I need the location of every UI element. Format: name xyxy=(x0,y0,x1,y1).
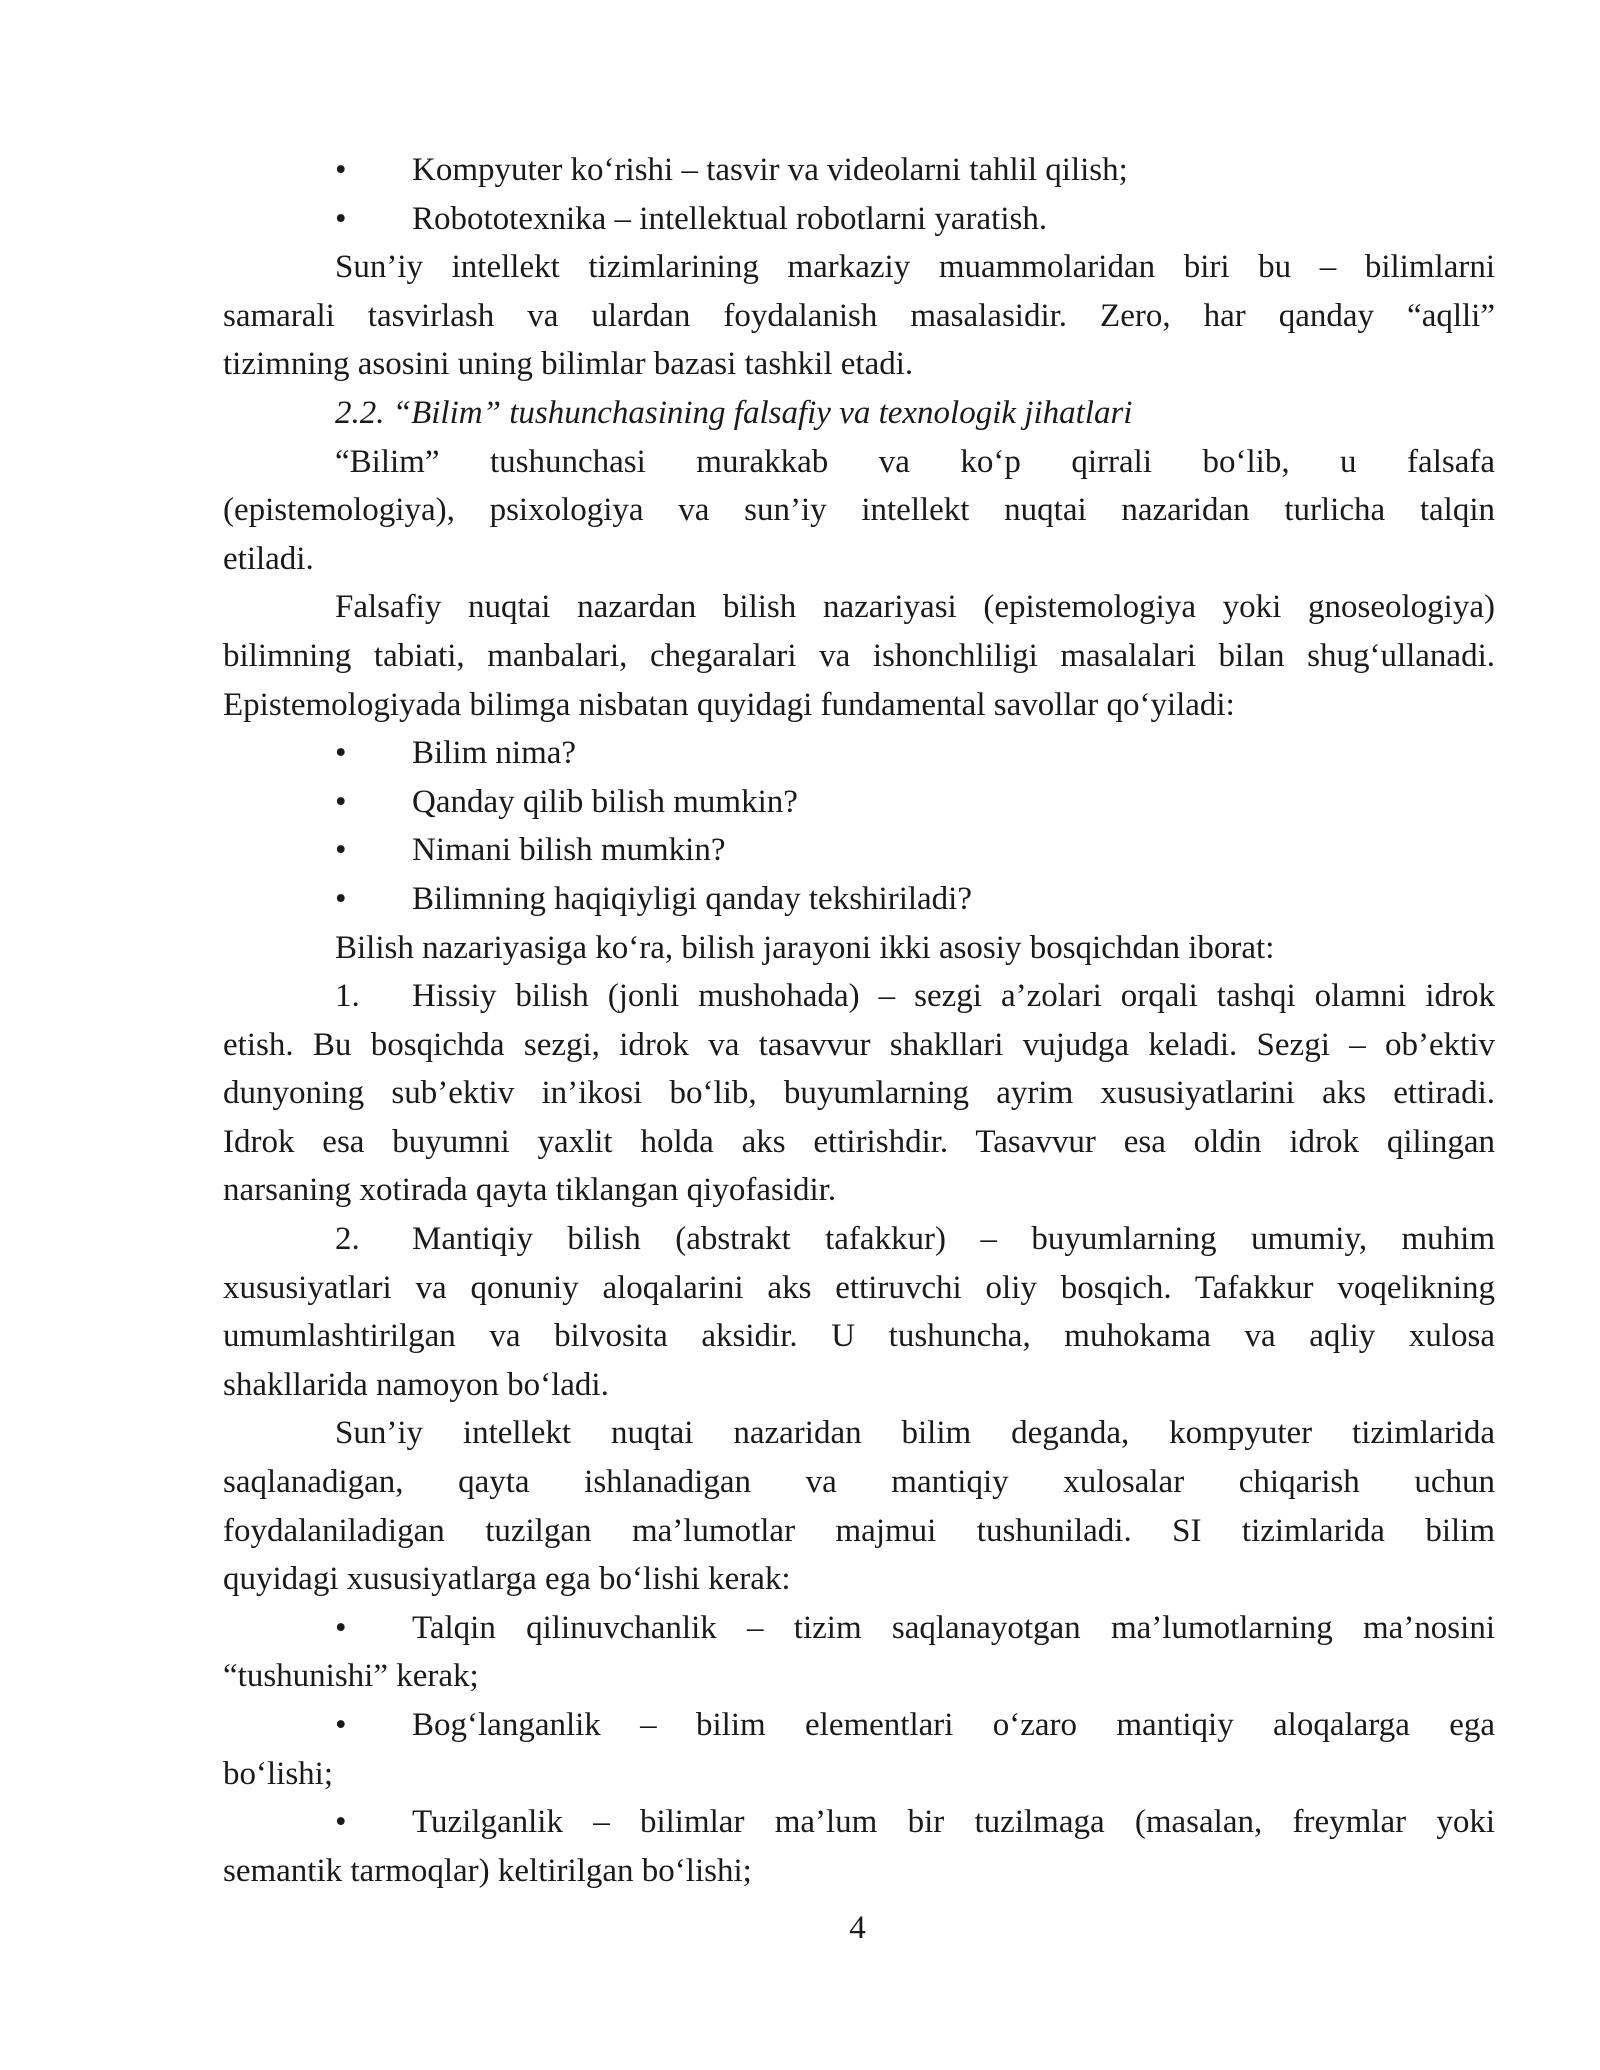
list-item xyxy=(223,875,1495,924)
bullet-icon: • xyxy=(335,783,347,820)
list-item xyxy=(223,729,1495,778)
list-item xyxy=(223,1798,1495,1847)
paragraph-line: (epistemologiya), psixologiya va sun’iy intellekt nuqtai nazaridan turlicha talqin xyxy=(223,492,1495,529)
paragraph-line: tizimning asosini uning bilimlar bazasi tashkil etadi. xyxy=(223,346,914,383)
bullet-icon: • xyxy=(335,200,347,237)
list-item-text: Tuzilganlik – bilimlar ma’lum bir tuzilmaga (masalan, freymlar yoki xyxy=(412,1804,1495,1841)
paragraph-line: Idrok esa buyumni yaxlit holda aks ettirishdir. Tasavvur esa oldin idrok qilingan xyxy=(223,1123,1495,1160)
document-page xyxy=(223,146,1495,1895)
item-number: 1. xyxy=(335,978,360,1015)
bullet-icon: • xyxy=(335,832,347,869)
list-item-text: Kompyuter ko‘rishi – tasvir va videolarni tahlil qilish; xyxy=(412,152,1128,188)
list-item-text: Bog‘langanlik – bilim elementlari o‘zaro mantiqiy aloqalarga ega xyxy=(412,1707,1495,1743)
paragraph-line: etish. Bu bosqichda sezgi, idrok va tasavvur shakllari vujudga keladi. Sezgi – ob’ektiv xyxy=(223,1026,1495,1063)
bullet-icon: • xyxy=(335,1707,347,1743)
bullet-icon: • xyxy=(335,152,347,188)
paragraph-line: Falsafiy nuqtai nazardan bilish nazariyasi (epistemologiya yoki gnoseologiya) xyxy=(335,589,1495,626)
item-number: 2. xyxy=(335,1221,360,1258)
paragraph-line: Sun’iy intellekt nuqtai nazaridan bilim deganda, kompyuter tizimlarida xyxy=(335,1415,1495,1452)
bullet-icon: • xyxy=(335,1804,347,1841)
list-item xyxy=(223,1701,1495,1750)
bullet-icon: • xyxy=(335,880,347,917)
bullet-icon: • xyxy=(335,735,347,772)
list-item-text: Nimani bilish mumkin? xyxy=(412,832,726,869)
list-item-text: Bilim nima? xyxy=(412,735,577,772)
numbered-item xyxy=(223,972,1495,1021)
numbered-item-text: Mantiqiy bilish (abstrakt tafakkur) – buyumlarning umumiy, muhim xyxy=(412,1221,1495,1258)
paragraph-line: dunyoning sub’ektiv in’ikosi bo‘lib, buyumlarning ayrim xususiyatlarini aks ettiradi. xyxy=(223,1075,1495,1112)
list-item xyxy=(223,146,1495,195)
paragraph-line: semantik tarmoqlar) keltirilgan bo‘lishi; xyxy=(223,1852,752,1889)
paragraph-line: Bilish nazariyasiga ko‘ra, bilish jarayoni ikki asosiy bosqichdan iborat: xyxy=(335,929,1275,966)
list-item xyxy=(223,826,1495,875)
list-item-text: Talqin qilinuvchanlik – tizim saqlanayotgan ma’lumotlarning ma’nosini xyxy=(412,1609,1495,1646)
paragraph-line: xususiyatlari va qonuniy aloqalarini aks ettiruvchi oliy bosqich. Tafakkur voqelikning xyxy=(223,1269,1495,1306)
numbered-item xyxy=(223,1215,1495,1264)
list-item xyxy=(223,778,1495,827)
paragraph-line: “tushunishi” kerak; xyxy=(223,1658,479,1695)
paragraph-line: “Bilim” tushunchasi murakkab va ko‘p qirrali bo‘lib, u falsafa xyxy=(335,443,1495,480)
paragraph-line: Sun’iy intellekt tizimlarining markaziy muammolaridan biri bu – bilimlarni xyxy=(335,249,1495,286)
page-number: 4 xyxy=(849,1910,866,1946)
list-item xyxy=(223,195,1495,244)
paragraph-line: umumlashtirilgan va bilvosita aksidir. U tushuncha, muhokama va aqliy xulosa xyxy=(223,1318,1495,1355)
paragraph-line: saqlanadigan, qayta ishlanadigan va mantiqiy xulosalar chiqarish uchun xyxy=(223,1464,1495,1501)
paragraph-line: bo‘lishi; xyxy=(223,1755,334,1792)
paragraph-line: quyidagi xususiyatlarga ega bo‘lishi kerak: xyxy=(223,1561,791,1598)
list-item-text: Bilimning haqiqiyligi qanday tekshiriladi? xyxy=(412,880,973,917)
paragraph-line: Epistemologiyada bilimga nisbatan quyidagi fundamental savollar qo‘yiladi: xyxy=(223,686,1235,723)
paragraph-line: etiladi. xyxy=(223,540,314,577)
paragraph-line: narsaning xotirada qayta tiklangan qiyofasidir. xyxy=(223,1172,837,1209)
paragraph-line: bilimning tabiati, manbalari, chegaralari va ishonchliligi masalalari bilan shug‘ullanadi. xyxy=(223,637,1495,674)
list-item-text: Robototexnika – intellektual robotlarni yaratish. xyxy=(412,200,1048,237)
section-heading: 2.2. “Bilim” tushunchasining falsafiy va texnologik jihatlari xyxy=(335,394,1133,431)
list-item xyxy=(223,1604,1495,1653)
paragraph-line: foydalaniladigan tuzilgan ma’lumotlar majmui tushuniladi. SI tizimlarida bilim xyxy=(223,1512,1495,1549)
list-item-text: Qanday qilib bilish mumkin? xyxy=(412,783,798,820)
numbered-item-text: Hissiy bilish (jonli mushohada) – sezgi a’zolari orqali tashqi olamni idrok xyxy=(412,978,1495,1015)
bullet-icon: • xyxy=(335,1609,347,1646)
paragraph-line: shakllarida namoyon bo‘ladi. xyxy=(223,1366,609,1403)
paragraph-line: samarali tasvirlash va ulardan foydalanish masalasidir. Zero, har qanday “aqlli” xyxy=(223,297,1495,334)
